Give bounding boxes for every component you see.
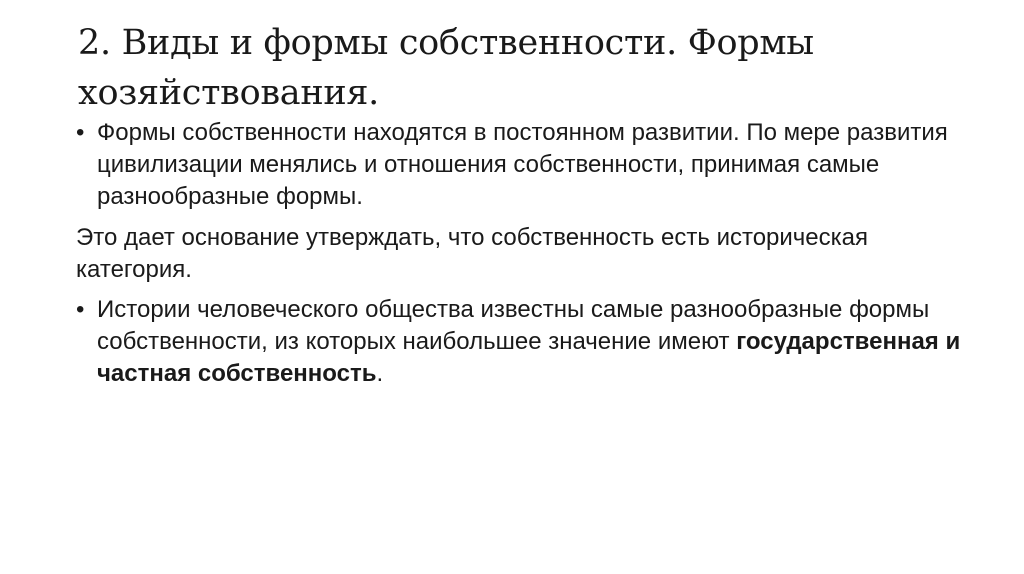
paragraph-3-bold-text: государственная и частная собственность bbox=[97, 328, 961, 387]
paragraph-1-text: Формы собственности находятся в постоянном развитии. По мере развития цивилизации менялись и отношения собственности, принимая самые разнообразные формы. bbox=[97, 119, 948, 210]
bullet-marker: • bbox=[76, 119, 85, 146]
slide-title: 2. Виды и формы собственности. Формы хозяйствования. bbox=[78, 23, 814, 113]
bullet-paragraph-1 bbox=[76, 117, 976, 213]
plain-paragraph-2 bbox=[76, 222, 976, 286]
paragraph-3-end: . bbox=[376, 360, 384, 387]
paragraph-2-text: Это дает основание утверждать, что собственность есть историческая категория. bbox=[76, 224, 869, 283]
slide-body bbox=[76, 117, 976, 390]
bullet-paragraph-3 bbox=[76, 294, 976, 390]
bullet-marker: • bbox=[76, 296, 85, 323]
paragraph-3-text: Истории человеческого общества известны самые разнообразные формы собственности, из которых наибольшее значение имеют bbox=[97, 296, 930, 355]
